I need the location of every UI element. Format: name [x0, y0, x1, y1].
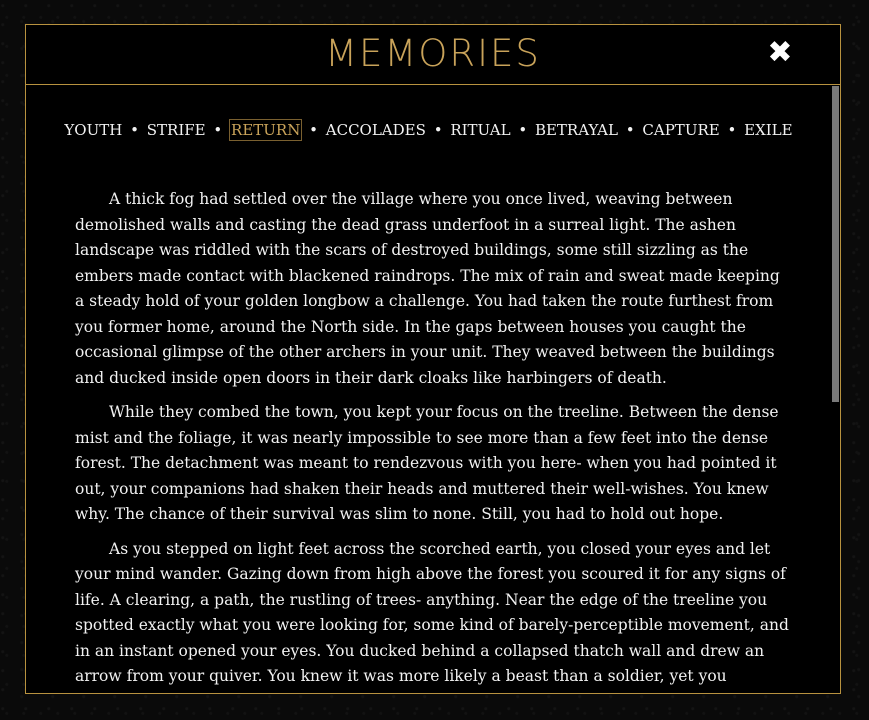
memory-story — [75, 187, 791, 693]
nav-separator: • — [130, 121, 139, 139]
chapter-tab-youth[interactable]: YOUTH — [64, 121, 123, 139]
nav-separator: • — [213, 121, 223, 139]
chapter-tab-return[interactable]: RETURN — [231, 121, 301, 139]
story-paragraph: A thick fog had settled over the village where you once lived, weaving between demolished walls and casting the dead grass underfoot in a surreal light. The ashen landscape was riddled with the scars of destroyed buildings, some still sizzling as the embers made contact with blackened raindrops. The mix of rain and sweat made keeping a steady hold of your golden longbow a challenge. You had taken the route furthest from you former home, around the North side. In the gaps between houses you caught the occasional glimpse of the other archers in your unit. They weaved between the buildings and ducked inside open doors in their dark cloaks like harbingers of death. — [75, 190, 780, 387]
modal-title: MEMORIES — [325, 32, 541, 75]
scrollbar-track[interactable] — [831, 85, 840, 693]
nav-separator: • — [433, 121, 443, 139]
chapter-tab-accolades[interactable]: ACCOLADES — [325, 121, 426, 139]
close-icon[interactable]: ✖ — [767, 35, 793, 70]
chapter-tab-capture[interactable]: CAPTURE — [642, 121, 720, 139]
chapter-tab-exile[interactable]: EXILE — [744, 121, 793, 139]
modal-header — [26, 25, 840, 85]
nav-separator: • — [727, 121, 737, 139]
chapter-tab-ritual[interactable]: RITUAL — [450, 121, 511, 139]
story-paragraph: While they combed the town, you kept your focus on the treeline. Between the dense mist and the foliage, it was nearly impossible to see more than a few feet into the dense forest. The detachment was meant to rendezvous with you here- when you had pointed it out, your companions had shaken their heads and muttered their well-wishes. You knew why. The chance of their survival was slim to none. Still, you had to hold out hope. — [75, 403, 779, 523]
modal-content — [26, 85, 840, 693]
memories-modal — [25, 24, 841, 694]
scrollbar-thumb[interactable] — [832, 86, 839, 402]
chapter-tab-strife[interactable]: STRIFE — [146, 121, 206, 139]
nav-separator: • — [518, 121, 528, 139]
nav-separator: • — [309, 121, 318, 139]
chapter-tab-betrayal[interactable]: BETRAYAL — [534, 121, 618, 139]
chapter-nav — [26, 119, 831, 141]
story-paragraph: As you stepped on light feet across the scorched earth, you closed your eyes and let your mind wander. Gazing down from high above the forest you scoured it for any signs of life. A clearing, a path, the rustling of trees- anything. Near the edge of the treeline you spotted exactly what you were looking for, some kind of barely-perceptible movement, and in an instant opened your eyes. You ducked behind a collapsed thatch wall and drew an arrow from your quiver. You knew it was more likely a beast than a soldier, yet you — [75, 539, 789, 685]
nav-separator: • — [625, 121, 635, 139]
